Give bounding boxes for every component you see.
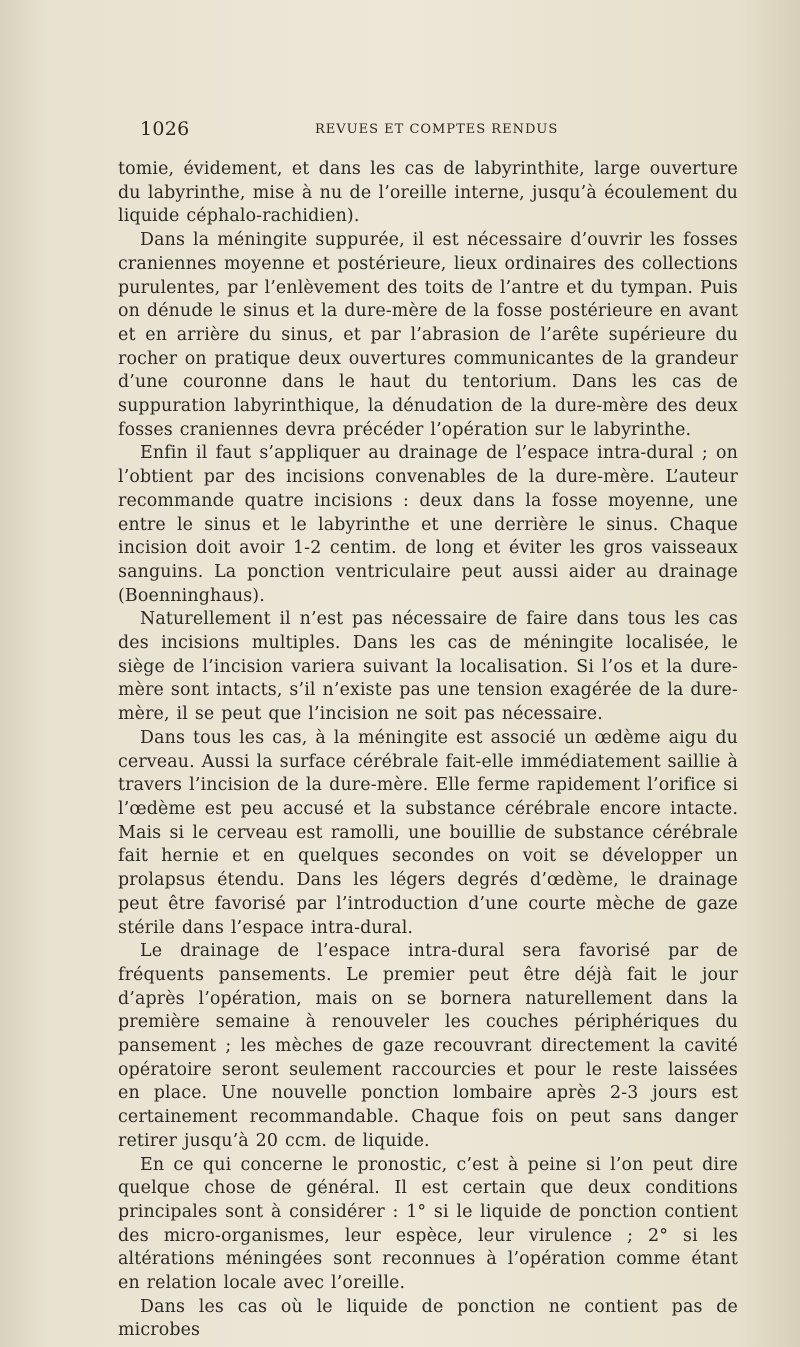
paragraph-suppurative-meningitis: Dans la méningite suppurée, il est nécessaire d’ouvrir les fosses craniennes moyenne et postérieure, lieux ordinaires des collections purulentes, par l’enlèvement des toits de l’antre et du tympan. Puis on dénude le sinus et la dure-mère de la fosse postérieure en avant et en arrière du sinus, et par l’abrasion de l’arête supérieure du rocher on pratique deux ouvertures communicantes de la grandeur d’une couronne dans le haut du tentorium. Dans les cas de suppuration labyrinthique, la dénudation de la dure-mère des deux fosses craniennes devra précéder l’opération sur le labyrinthe. xyxy=(118,230,738,440)
paragraph-final-line: Dans les cas où le liquide de ponction ne contient pas de microbes xyxy=(118,1296,738,1341)
page-number: 1026 xyxy=(140,118,190,140)
paragraph-multiple-incisions: Naturellement il n’est pas nécessaire de faire dans tous les cas des incisions multiples. Dans les cas de méningite localisée, le siège de l’incision variera suivant la localisation. Si l’os et la dure-mère sont intacts, s’il n’existe pas une tension exagérée de la dure-mère, il se peut que l’incision ne soit pas nécessaire. xyxy=(118,609,738,725)
paragraph-prognosis: En ce qui concerne le pronostic, c’est à peine si l’on peut dire quelque chose de général. Il est certain que deux conditions principales sont à considérer : 1° si le liquide de ponction contient des micro-organismes, leur espèce, leur virulence ; 2° si les altérations méningées sont reconnues à l’opération comme étant en relation locale avec l’oreille. xyxy=(118,1154,738,1294)
body-text xyxy=(118,158,738,1343)
page-header xyxy=(140,118,720,142)
running-title: REVUES ET COMPTES RENDUS xyxy=(315,122,559,137)
paragraph-continuation: tomie, évidement, et dans les cas de labyrinthite, large ouverture du labyrinthe, mise à nu de l’oreille interne, jusqu’à écoulement du liquide céphalo-rachidien). xyxy=(118,159,738,227)
paragraph-dressings: Le drainage de l’espace intra-dural sera favorisé par de fréquents pansements. Le premier peut être déjà fait le jour d’après l’opération, mais on se bornera naturellement dans la première semaine à renouveler les couches périphériques du pansement ; les mèches de gaze recouvrant directement la cavité opératoire seront seulement raccourcies et pour le reste laissées en place. Une nouvelle ponction lombaire après 2-3 jours est certainement recommandable. Chaque fois on peut sans danger retirer jusqu’à 20 ccm. de liquide. xyxy=(118,941,738,1151)
paragraph-cerebral-edema: Dans tous les cas, à la méningite est associé un œdème aigu du cerveau. Aussi la surface cérébrale fait-elle immédiatement saillie à travers l’incision de la dure-mère. Elle ferme rapidement l’orifice si l’œdème est peu accusé et la substance cérébrale encore intacte. Mais si le cerveau est ramolli, une bouillie de substance cérébrale fait hernie et en quelques secondes on voit se développer un prolapsus étendu. Dans les légers degrés d’œdème, le drainage peut être favorisé par l’introduction d’une courte mèche de gaze stérile dans l’espace intra-dural. xyxy=(118,727,738,938)
paragraph-intradural-drainage: Enfin il faut s’appliquer au drainage de l’espace intra-dural ; on l’obtient par des incisions convenables de la dure-mère. L’auteur recommande quatre incisions : deux dans la fosse moyenne, une entre le sinus et le labyrinthe et une derrière le sinus. Chaque incision doit avoir 1-2 centim. de long et éviter les gros vaisseaux sanguins. La ponction ventriculaire peut aussi aider au drainage (Boenninghaus). xyxy=(118,443,738,606)
